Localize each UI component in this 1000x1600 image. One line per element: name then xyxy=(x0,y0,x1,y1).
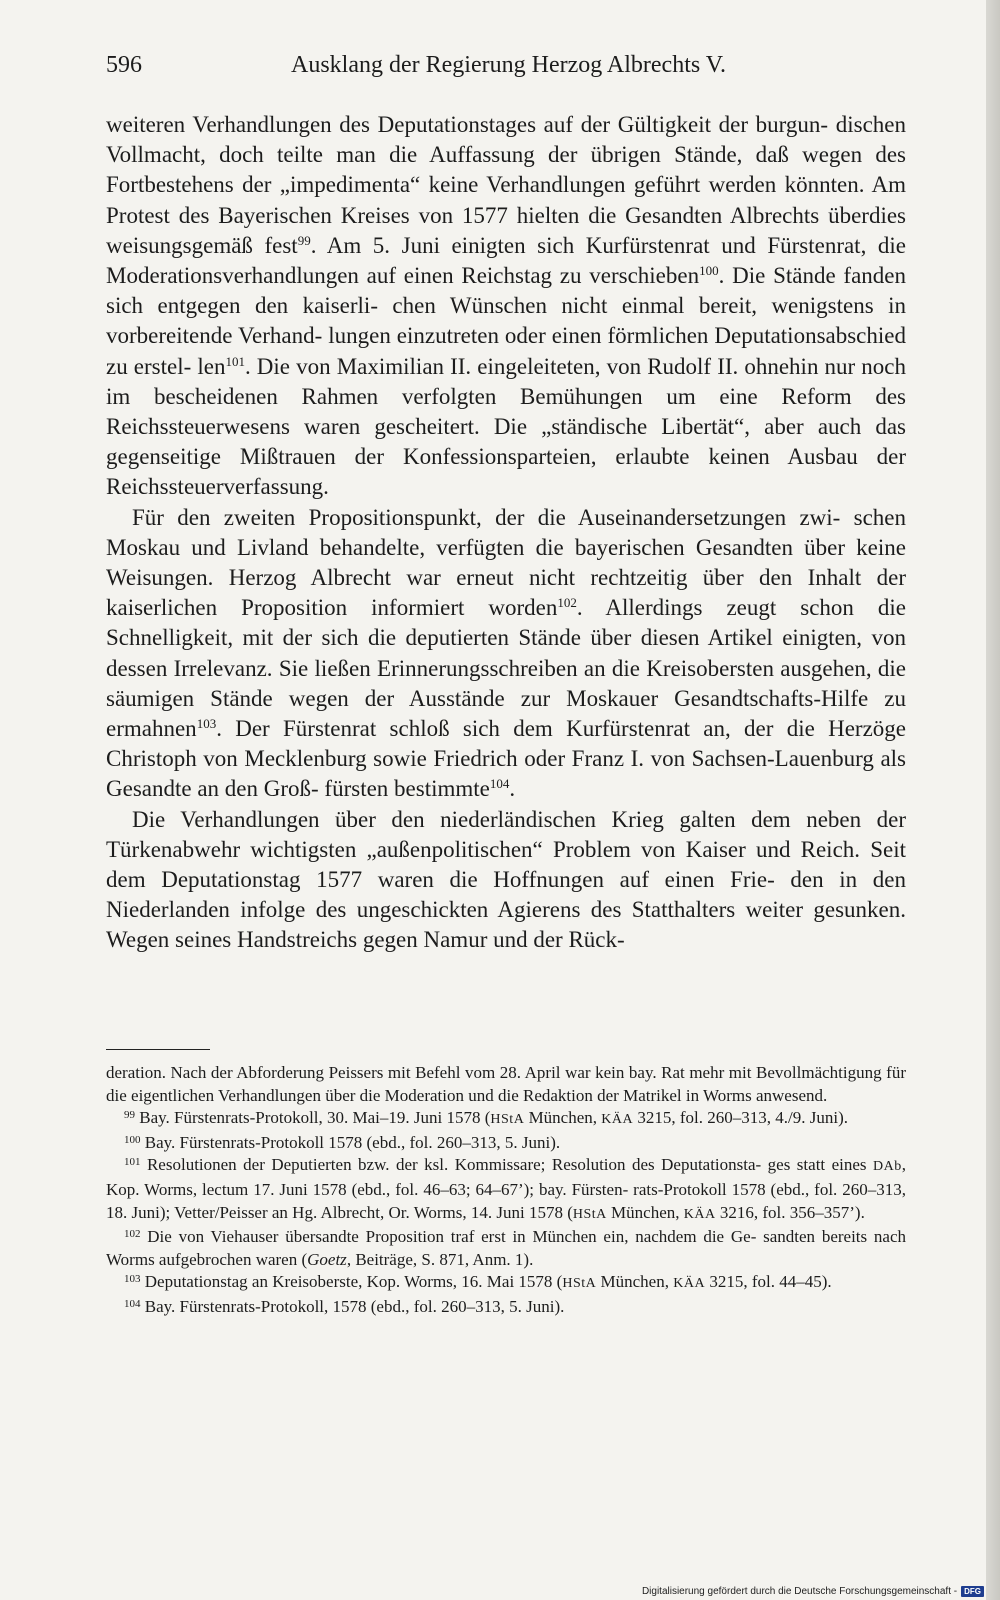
paragraph-1: weiteren Verhandlungen des Deputationstages auf der Gültigkeit der burgun- dischen Vollmacht, doch teilte man die Auffassung der übrigen Stände, daß wegen des Fortbestehens der „impedimenta“ keine Verhandlungen geführt werden könnten. Am Protest des Bayerischen Kreises von 1577 hielten die Gesandten Albrechts überdies weisungsgemäß fest$^{99}$. Am 5. Juni einigten sich Kurfürstenrat und Fürstenrat, die Moderationsverhandlungen auf einen Reichstag zu verschieben$^{100}$. Die Stände fanden sich entgegen den kaiserli- chen Wünschen nicht einmal bereit, wenigstens in vorbereitende Verhand- lungen einzutreten oder einen förmlichen Deputationsabschied zu erstel- len$^{101}$. Die von Maximilian II. eingeleiteten, von Rudolf II. ohnehin nur noch im bescheidenen Rahmen verfolgten Bemühungen um eine Reform des Reichssteuerwesens waren gescheitert. Die „ständische Libertät“, aber auch das gegenseitige Mißtrauen der Konfessionsparteien, erlaubte keinen Ausbau der Reichssteuerverfassung. xyxy=(106,112,906,500)
footnote-ref-99[interactable]: 99 xyxy=(297,232,311,248)
page-number: 596 xyxy=(106,52,142,78)
footnote-101: $^{101}$ Resolutionen der Deputierten bzw. der ksl. Kommissare; Resolution des Deputationsta- ges statt eines DAb, Kop. Worms, lectum 17. Juni 1578 (ebd., fol. 46–63; 64–67’); bay. Fürsten- rats-Protokoll 1578 (ebd., fol. 260–313, 18. Juni); Vetter/Peisser an Hg. Albrecht, Or. Worms, 14. Juni 1578 (HStA München, KÄA 3216, fol. 356–357’). xyxy=(106,1155,906,1222)
footnote-ref-103[interactable]: 103 xyxy=(196,716,217,732)
credit-text: Digitalisierung gefördert durch die Deutsche Forschungsgemeinschaft - xyxy=(641,1586,958,1597)
footnote-100: $^{100}$ Bay. Fürstenrats-Protokoll 1578 (ebd., fol. 260–313, 5. Juni). xyxy=(124,1132,561,1152)
footnote-ref-101[interactable]: 101 xyxy=(225,353,245,369)
footnote-continuation: deration. Nach der Abforderung Peissers mit Befehl vom 28. April war kein bay. Rat mehr mit Bevollmächtigung für die eigentlichen Verhandlungen über die Moderation und die Redaktion der Matrikel in Worms anwesend. xyxy=(106,1063,906,1105)
paragraph-3: Die Verhandlungen über den niederländischen Krieg galten dem neben der Türkenabwehr wichtigsten „außenpolitischen“ Problem von Kaiser und Reich. Seit dem Deputationstag 1577 waren die Hoffnungen auf einen Frie- den in den Niederlanden infolge des ungeschickten Agierens des Statthalters weiter gesunken. Wegen seines Handstreichs gegen Namur und der Rück- xyxy=(106,806,906,953)
footnote-103: $^{103}$ Deputationstag an Kreisoberste, Kop. Worms, 16. Mai 1578 (HStA München, KÄA 3215, fol. 44–45). xyxy=(124,1272,832,1292)
running-title: Ausklang der Regierung Herzog Albrechts V. xyxy=(291,52,727,78)
footnote-99: $^{99}$ Bay. Fürstenrats-Protokoll, 30. Mai–19. Juni 1578 (HStA München, KÄA 3215, fol. 260–313, 4./9. Juni). xyxy=(124,1108,848,1128)
main-text xyxy=(106,110,906,956)
footnote-ref-100[interactable]: 100 xyxy=(699,263,719,279)
running-head xyxy=(106,52,906,86)
footnote-ref-102[interactable]: 102 xyxy=(557,595,577,611)
digitization-credit xyxy=(642,1586,984,1597)
footnote-ref-104[interactable]: 104 xyxy=(489,776,510,792)
footnotes xyxy=(106,1062,906,1319)
page-edge-shadow xyxy=(986,0,1000,1600)
footnote-102: $^{102}$ Die von Viehauser übersandte Proposition traf erst in München ein, nachdem die Ge- sandten bereits nach Worms aufgebrochen waren (Goetz, Beiträge, S. 871, Anm. 1). xyxy=(106,1227,906,1269)
dfg-logo: DFG xyxy=(961,1586,984,1597)
paragraph-2: Für den zweiten Propositionspunkt, der die Auseinandersetzungen zwi- schen Moskau und Livland behandelte, verfügten die bayerischen Gesandten über keine Weisungen. Herzog Albrecht war erneut nicht rechtzeitig über den Inhalt der kaiserlichen Proposition informiert worden$^{102}$. Allerdings zeugt schon die Schnelligkeit, mit der sich die deputierten Stände über diesen Artikel einigten, von dessen Irrelevanz. Sie ließen Erinnerungsschreiben an die Kreisobersten ausgehen, die säumigen Stände wegen der Ausstände zur Moskauer Gesandtschafts-Hilfe zu ermahnen$^{103}$. Der Fürstenrat schloß sich dem Kurfürstenrat an, der die Herzöge Christoph von Mecklenburg sowie Friedrich oder Franz I. von Sachsen-Lauenburg als Gesandte an den Groß- fürsten bestimmte$^{104}$. xyxy=(106,504,906,802)
footnote-separator xyxy=(106,1049,210,1050)
footnote-104: $^{104}$ Bay. Fürstenrats-Protokoll, 1578 (ebd., fol. 260–313, 5. Juni). xyxy=(124,1296,565,1316)
